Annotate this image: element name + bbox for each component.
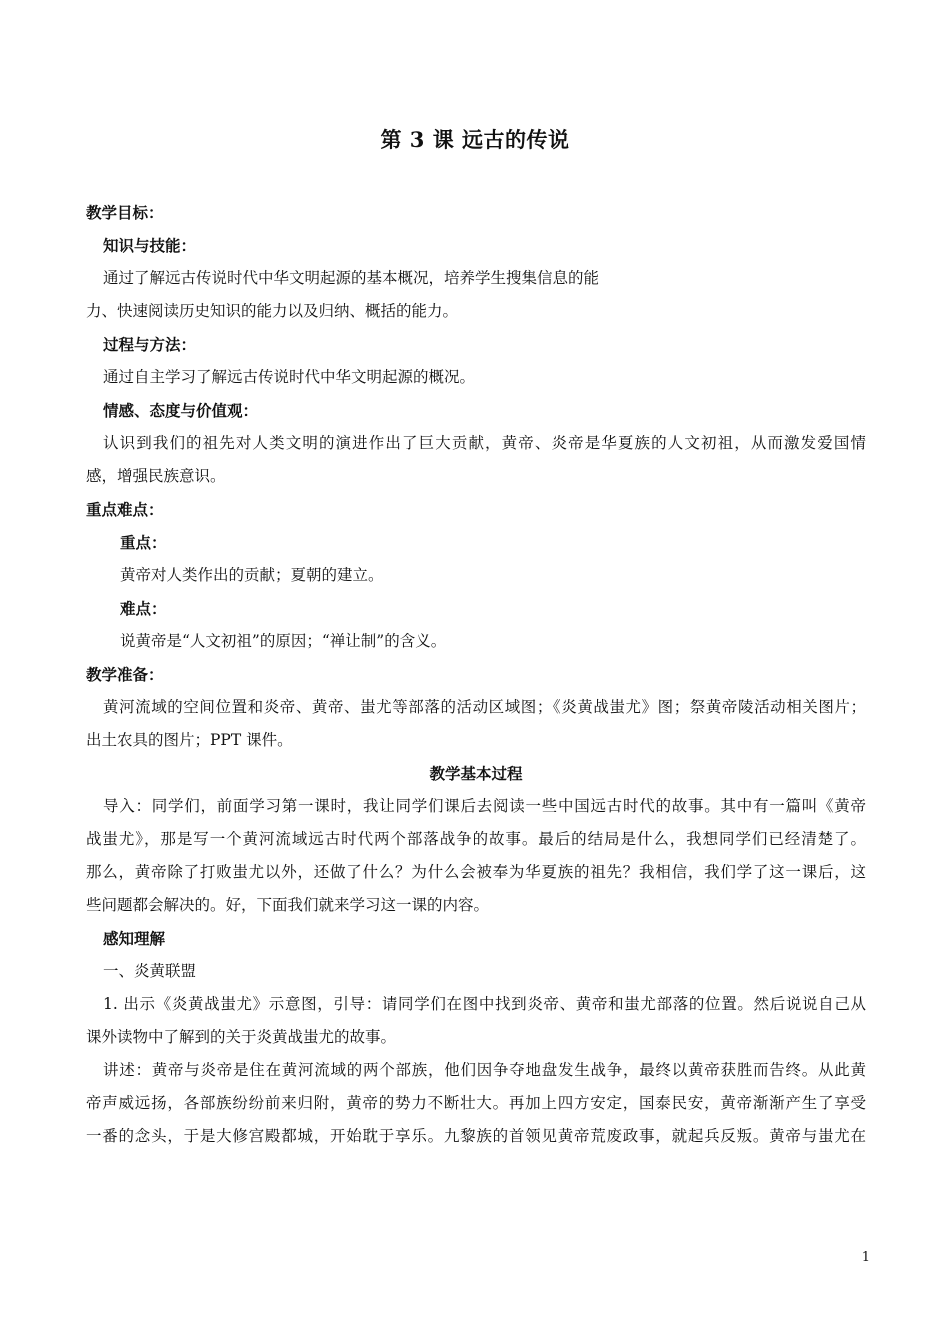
intro-line: 那么，黄帝除了打败蚩尤以外，还做了什么？为什么会被奉为华夏族的祖先？我相信，我们学了这一课后，这 — [86, 863, 866, 881]
lecture-line: 讲述：黄帝与炎帝是住在黄河流域的两个部族，他们因争夺地盘发生战争，最终以黄帝获胜而告终。从此黄 — [103, 1061, 866, 1079]
lecture-line: 一番的念头，于是大修宫殿都城，开始耽于享乐。九黎族的首领见黄帝荒废政事，就起兵反叛。黄帝与蚩尤在 — [86, 1127, 866, 1145]
key-point-label: 重点： — [120, 533, 167, 552]
intro-line: 导入：同学们，前面学习第一课时，我让同学们课后去阅读一些中国远古时代的故事。其中有一篇叫《黄帝 — [103, 797, 866, 815]
difficult-point-text: 说黄帝是“人文初祖”的原因；“禅让制”的含义。 — [120, 632, 447, 650]
document-body — [86, 196, 866, 1153]
section-1-heading: 一、炎黄联盟 — [103, 962, 197, 980]
key-points-heading: 重点难点： — [86, 500, 164, 519]
process-heading: 教学基本过程 — [429, 764, 523, 783]
difficult-point-label: 难点： — [120, 599, 167, 618]
emotion-heading: 情感、态度与价值观： — [103, 401, 259, 420]
knowledge-text-line-2: 力、快速阅读历史知识的能力以及归纳、概括的能力。 — [86, 302, 459, 320]
knowledge-heading: 知识与技能： — [103, 236, 197, 255]
intro-line: 战蚩尤》，那是写一个黄河流域远古时代两个部落战争的故事。最后的结局是什么，我想同学们已经清楚了。 — [86, 830, 866, 848]
intro-line: 些问题都会解决的。好，下面我们就来学习这一课的内容。 — [86, 896, 490, 914]
emotion-text-line-1: 认识到我们的祖先对人类文明的演进作出了巨大贡献，黄帝、炎帝是华夏族的人文初祖，从而激发爱国情 — [103, 434, 866, 452]
process-method-text: 通过自主学习了解远古传说时代中华文明起源的概况。 — [103, 368, 476, 386]
knowledge-text-line-1: 通过了解远古传说时代中华文明起源的基本概况，培养学生搜集信息的能 — [103, 269, 600, 287]
objectives-heading: 教学目标： — [86, 203, 164, 222]
key-point-text: 黄帝对人类作出的贡献；夏朝的建立。 — [120, 566, 384, 584]
lecture-line: 帝声威远扬，各部族纷纷前来归附，黄帝的势力不断壮大。再加上四方安定，国泰民安，黄帝渐渐产生了享受 — [86, 1094, 866, 1112]
process-method-heading: 过程与方法： — [103, 335, 197, 354]
step-1-line: 课外读物中了解到的关于炎黄战蚩尤的故事。 — [86, 1028, 397, 1046]
page-number: 1 — [861, 1250, 870, 1265]
preparation-heading: 教学准备： — [86, 665, 164, 684]
step-1-line: 1. 出示《炎黄战蚩尤》示意图，引导：请同学们在图中找到炎帝、黄帝和蚩尤部落的位置。然后说说自己从 — [103, 995, 866, 1013]
preparation-text-line-1: 黄河流域的空间位置和炎帝、黄帝、蚩尤等部落的活动区域图；《炎黄战蚩尤》图；祭黄帝陵活动相关图片； — [103, 698, 866, 716]
document-title: 第 3 课 远古的传说 — [380, 127, 570, 152]
preparation-text-line-2: 出土农具的图片；PPT 课件。 — [86, 731, 293, 749]
emotion-text-line-2: 感，增强民族意识。 — [86, 467, 226, 485]
perception-heading: 感知理解 — [103, 929, 166, 948]
